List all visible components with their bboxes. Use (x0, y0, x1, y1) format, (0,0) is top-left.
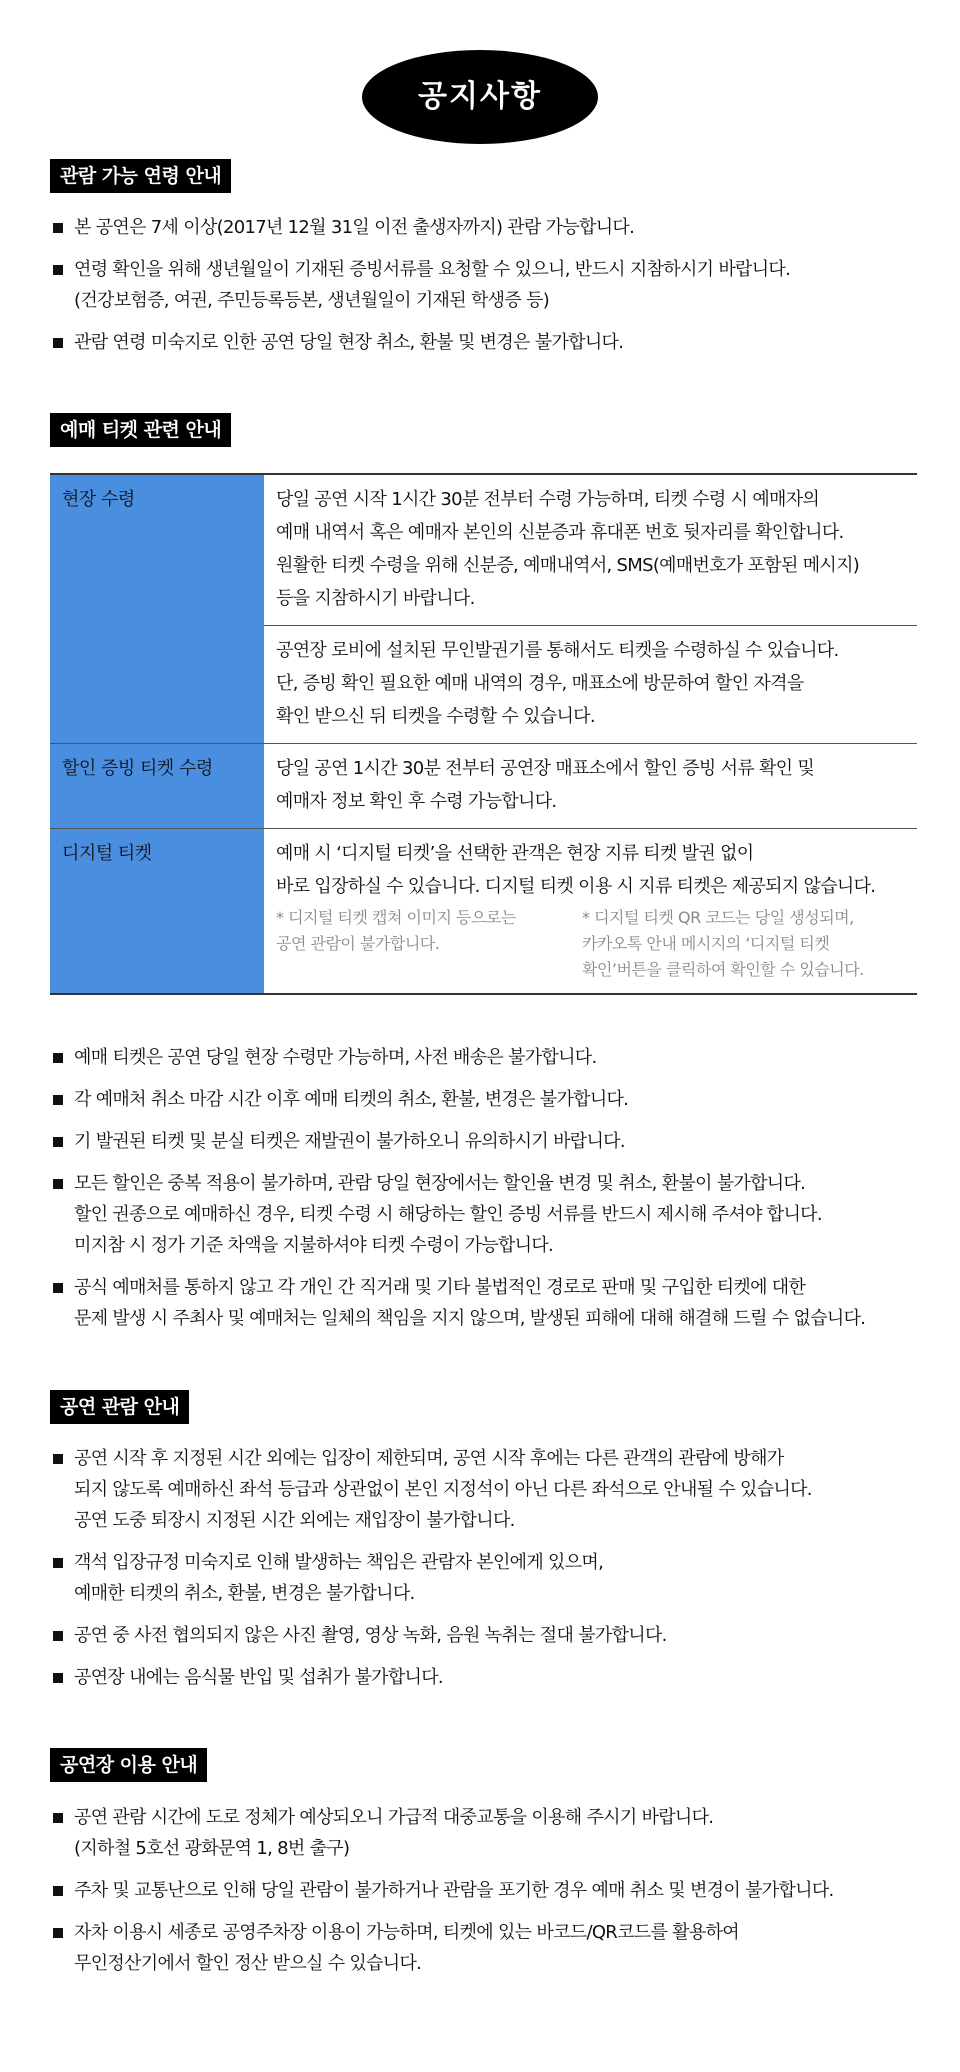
list-item-line: 미지참 시 정가 기준 차액을 지불하셔야 티켓 수령이 가능합니다. (74, 1235, 554, 1256)
row-body (264, 744, 917, 828)
list-item (50, 327, 930, 358)
list-item-line: 무인정산기에서 할인 정산 받으실 수 있습니다. (74, 1953, 422, 1974)
row-body (264, 475, 917, 743)
table-row-digital (50, 829, 917, 993)
list-item-line: 기 발권된 티켓 및 분실 티켓은 재발권이 불가하오니 유의하시기 바랍니다. (74, 1131, 625, 1152)
list-item-line: 공연 도중 퇴장시 지정된 시간 외에는 재입장이 불가합니다. (74, 1510, 515, 1531)
table-row-onsite (50, 475, 917, 744)
table-row-discount (50, 744, 917, 829)
list-item-line: 객석 입장규정 미숙지로 인해 발생하는 책임은 관람자 본인에게 있으며, (74, 1552, 604, 1573)
list-item (50, 1620, 930, 1651)
venue-list (50, 1802, 930, 1979)
table-cell (264, 625, 917, 743)
note-line: * 디지털 티켓 QR 코드는 당일 생성되며, (582, 908, 854, 927)
title-wrap (0, 50, 960, 144)
note (276, 905, 582, 983)
list-item (50, 1042, 930, 1073)
list-item (50, 1662, 930, 1693)
list-item (50, 1126, 930, 1157)
row-head: 할인 증빙 티켓 수령 (50, 744, 264, 828)
cell-line: 당일 공연 시작 1시간 30분 전부터 수령 가능하며, 티켓 수령 시 예매자의 (276, 489, 820, 510)
list-item (50, 1802, 930, 1864)
note-line: 공연 관람이 불가합니다. (276, 934, 440, 953)
table-cell (264, 744, 917, 828)
table-cell (264, 475, 917, 625)
list-item-line: (지하철 5호선 광화문역 1, 8번 출구) (74, 1838, 350, 1859)
ticket-list (50, 1042, 930, 1334)
list-item-line: 본 공연은 7세 이상(2017년 12월 31일 이전 출생자까지) 관람 가능합니다. (74, 217, 635, 238)
list-item-line: 모든 할인은 중복 적용이 불가하며, 관람 당일 현장에서는 할인율 변경 및 취소, 환불이 불가합니다. (74, 1173, 806, 1194)
age-list (50, 212, 930, 358)
row-head: 현장 수령 (50, 475, 264, 743)
list-item-line: 주차 및 교통난으로 인해 당일 관람이 불가하거나 관람을 포기한 경우 예매 취소 및 변경이 불가합니다. (74, 1880, 834, 1901)
cell-line: 확인 받으신 뒤 티켓을 수령할 수 있습니다. (276, 706, 595, 727)
list-item-line: 예매한 티켓의 취소, 환불, 변경은 불가합니다. (74, 1583, 415, 1604)
cell-line: 예매자 정보 확인 후 수령 가능합니다. (276, 791, 557, 812)
note-line: * 디지털 티켓 캡쳐 이미지 등으로는 (276, 908, 516, 927)
list-item-line: 예매 티켓은 공연 당일 현장 수령만 가능하며, 사전 배송은 불가합니다. (74, 1047, 597, 1068)
row-body (264, 829, 932, 993)
cell-line: 바로 입장하실 수 있습니다. 디지털 티켓 이용 시 지류 티켓은 제공되지 않습니다. (276, 876, 876, 897)
list-item-line: 공연장 내에는 음식물 반입 및 섭취가 불가합니다. (74, 1667, 443, 1688)
ticket-table (50, 473, 917, 995)
list-item (50, 1272, 930, 1334)
page-title: 공지사항 (362, 50, 598, 144)
section-label-watch: 공연 관람 안내 (50, 1390, 189, 1424)
list-item-line: 할인 권종으로 예매하신 경우, 티켓 수령 시 해당하는 할인 증빙 서류를 반드시 제시해 주셔야 합니다. (74, 1204, 822, 1225)
list-item-line: (건강보험증, 여권, 주민등록등본, 생년월일이 기재된 학생증 등) (74, 290, 550, 311)
list-item-line: 자차 이용시 세종로 공영주차장 이용이 가능하며, 티켓에 있는 바코드/QR코드를 활용하여 (74, 1922, 739, 1943)
digital-notes (276, 905, 932, 983)
list-item-line: 공식 예매처를 통하지 않고 각 개인 간 직거래 및 기타 불법적인 경로로 판매 및 구입한 티켓에 대한 (74, 1277, 806, 1298)
cell-line: 예매 시 ‘디지털 티켓’을 선택한 관객은 현장 지류 티켓 발권 없이 (276, 843, 754, 864)
list-item-line: 공연 관람 시간에 도로 정체가 예상되오니 가급적 대중교통을 이용해 주시기 바랍니다. (74, 1807, 714, 1828)
list-item-line: 공연 시작 후 지정된 시간 외에는 입장이 제한되며, 공연 시작 후에는 다른 관객의 관람에 방해가 (74, 1448, 784, 1469)
section-label-venue: 공연장 이용 안내 (50, 1748, 207, 1782)
list-item (50, 1443, 930, 1536)
row-head: 디지털 티켓 (50, 829, 264, 993)
list-item (50, 254, 930, 316)
list-item-line: 되지 않도록 예매하신 좌석 등급과 상관없이 본인 지정석이 아닌 다른 좌석으로 안내될 수 있습니다. (74, 1479, 812, 1500)
list-item (50, 1084, 930, 1115)
list-item-line: 공연 중 사전 협의되지 않은 사진 촬영, 영상 녹화, 음원 녹취는 절대 불가합니다. (74, 1625, 667, 1646)
cell-line: 원활한 티켓 수령을 위해 신분증, 예매내역서, SMS(예매번호가 포함된 메시지) (276, 555, 860, 576)
cell-line: 단, 증빙 확인 필요한 예매 내역의 경우, 매표소에 방문하여 할인 자격을 (276, 673, 804, 694)
cell-line: 공연장 로비에 설치된 무인발권기를 통해서도 티켓을 수령하실 수 있습니다. (276, 640, 839, 661)
list-item-line: 관람 연령 미숙지로 인한 공연 당일 현장 취소, 환불 및 변경은 불가합니다. (74, 332, 624, 353)
list-item-line: 각 예매처 취소 마감 시간 이후 예매 티켓의 취소, 환불, 변경은 불가합니다. (74, 1089, 629, 1110)
note (582, 905, 932, 983)
section-label-ticket: 예매 티켓 관련 안내 (50, 413, 231, 447)
cell-line: 등을 지참하시기 바랍니다. (276, 588, 475, 609)
list-item (50, 1547, 930, 1609)
list-item (50, 212, 930, 243)
note-line: 확인’버튼을 클릭하여 확인할 수 있습니다. (582, 960, 864, 979)
cell-line: 예매 내역서 혹은 예매자 본인의 신분증과 휴대폰 번호 뒷자리를 확인합니다. (276, 522, 844, 543)
list-item-line: 문제 발생 시 주최사 및 예매처는 일체의 책임을 지지 않으며, 발생된 피해에 대해 해결해 드릴 수 없습니다. (74, 1308, 866, 1329)
list-item (50, 1168, 930, 1261)
table-cell (264, 829, 932, 993)
section-label-age: 관람 가능 연령 안내 (50, 159, 231, 193)
cell-line: 당일 공연 1시간 30분 전부터 공연장 매표소에서 할인 증빙 서류 확인 및 (276, 758, 815, 779)
list-item (50, 1917, 930, 1979)
list-item (50, 1875, 930, 1906)
watch-list (50, 1443, 930, 1693)
list-item-line: 연령 확인을 위해 생년월일이 기재된 증빙서류를 요청할 수 있으니, 반드시 지참하시기 바랍니다. (74, 259, 791, 280)
note-line: 카카오톡 안내 메시지의 ‘디지털 티켓 (582, 934, 830, 953)
